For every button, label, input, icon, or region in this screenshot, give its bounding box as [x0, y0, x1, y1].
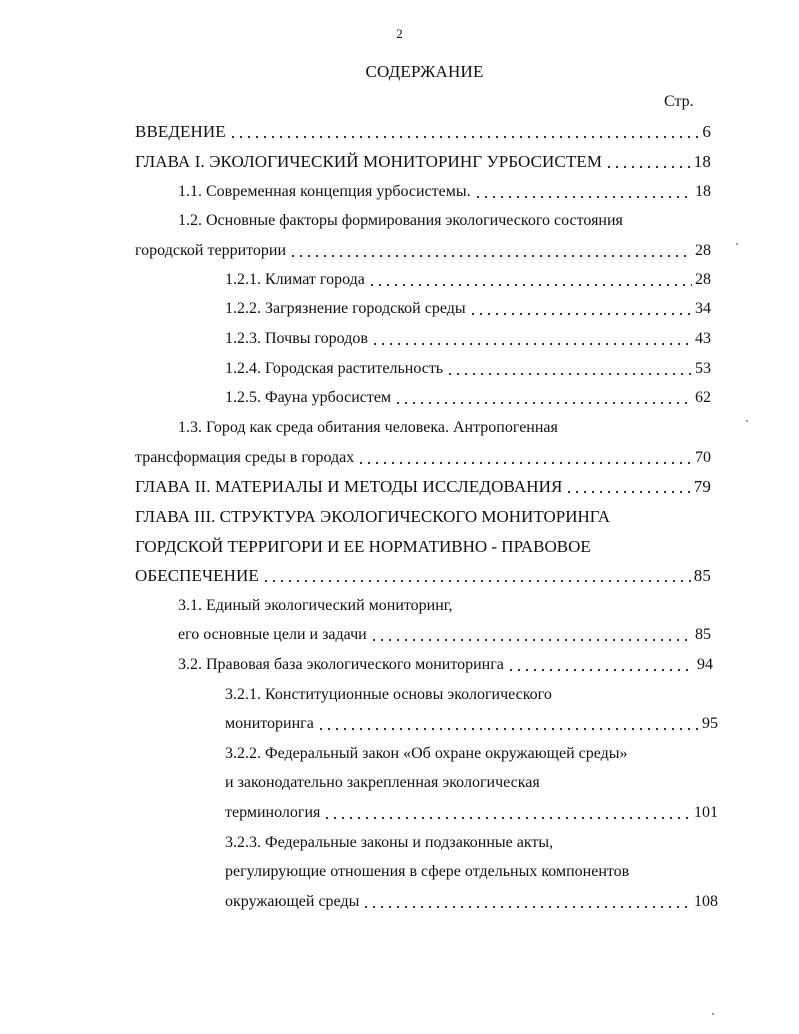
toc-entry-page: 18: [693, 152, 711, 171]
toc-entry-1-3: [135, 447, 711, 469]
page-title: СОДЕРЖАНИЕ: [365, 62, 484, 81]
toc-entry-3-2-3: [225, 891, 718, 913]
toc-entry-introduction: [135, 121, 711, 143]
toc-entry-1-1: [178, 181, 711, 203]
toc-entry-3-2-2: [225, 802, 718, 824]
dot-leader: [229, 135, 700, 139]
scan-speck: [746, 420, 748, 422]
toc-entry-3-2-3-line1: 3.2.3. Федеральные законы и подзаконные акты,: [225, 834, 554, 851]
toc-entry-3-1: [178, 624, 711, 646]
toc-entry-page: 28: [695, 271, 711, 288]
toc-entry-text: ГЛАВА II. МАТЕРИАЛЫ И МЕТОДЫ ИССЛЕДОВАНИЯ: [135, 477, 563, 496]
toc-entry-3-2-3-line2: регулирующие отношения в сфере отдельных компонентов: [225, 863, 630, 880]
toc-entry-1-2-5: [225, 387, 711, 409]
dot-leader: [362, 905, 691, 909]
dot-leader: [368, 283, 692, 287]
scan-speck: [736, 243, 738, 245]
toc-entry-1-2-3: [225, 328, 711, 350]
toc-entry-chapter-3: [135, 565, 711, 587]
scan-speck: [712, 1013, 714, 1015]
toc-entry-text: ВВЕДЕНИЕ: [135, 122, 226, 141]
dot-leader: [370, 638, 692, 642]
toc-entry-3-2: [178, 654, 713, 676]
toc-entry-text: трансформация среды в городах: [135, 449, 355, 466]
toc-entry-page: 85: [695, 626, 711, 643]
toc-entry-text: окружающей среды: [225, 893, 360, 910]
toc-entry-3-2-1: [225, 713, 718, 735]
toc-entry-1-3-line1: 1.3. Город как среда обитания человека. Антропогенная: [178, 419, 558, 436]
toc-entry-1-2-1: [225, 269, 711, 291]
toc-entry-page: 70: [695, 449, 711, 466]
toc-entry-text: 1.2.4. Городская растительность: [225, 360, 444, 377]
dot-leader: [469, 312, 692, 316]
dot-leader: [605, 165, 691, 169]
toc-entry-page: 53: [695, 360, 711, 377]
toc-entry-chapter-1: [135, 151, 711, 173]
toc-entry-page: 85: [693, 566, 711, 585]
toc-entry-page: 95: [702, 715, 718, 732]
dot-leader: [507, 668, 694, 672]
toc-entry-text: 3.2. Правовая база экологического мониторинга: [178, 656, 504, 673]
toc-entry-page: 18: [695, 183, 711, 200]
toc-entry-1-2-4: [225, 358, 711, 380]
toc-entry-3-2-2-line1: 3.2.2. Федеральный закон «Об охране окружающей среды»: [225, 745, 628, 762]
toc-entry-page: 28: [695, 242, 711, 259]
toc-entry-text: терминология: [225, 804, 321, 821]
toc-entry-page: 79: [693, 477, 711, 496]
toc-entry-text: 1.2.1. Климат города: [225, 271, 365, 288]
dot-leader: [474, 195, 692, 199]
pages-column-label: Стр.: [664, 93, 694, 110]
toc-entry-page: 34: [695, 300, 711, 317]
dot-leader: [289, 254, 692, 258]
toc-entry-3-2-1-line1: 3.2.1. Конституционные основы экологического: [225, 686, 552, 703]
toc-entry-text: ОБЕСПЕЧЕНИЕ: [135, 566, 259, 585]
toc-entry-page: 6: [702, 122, 711, 141]
toc-entry-page: 94: [697, 656, 713, 673]
toc-entry-chapter-3-line2: ГОРДСКОЙ ТЕРРИГОРИ И ЕЕ НОРМАТИВНО - ПРАВОВОЕ: [135, 537, 591, 556]
toc-entry-1-2-line1: 1.2. Основные факторы формирования экологического состояния: [178, 212, 623, 229]
toc-entry-text: его основные цели и задачи: [178, 626, 367, 643]
toc-entry-chapter-3-line1: ГЛАВА III. СТРУКТУРА ЭКОЛОГИЧЕСКОГО МОНИТОРИНГА: [135, 507, 611, 526]
toc-entry-chapter-2: [135, 476, 711, 498]
toc-entry-1-2: [135, 240, 711, 262]
toc-entry-text: 1.1. Современная концепция урбосистемы.: [178, 183, 471, 200]
dot-leader: [565, 490, 690, 494]
dot-leader: [394, 401, 692, 405]
dot-leader: [446, 372, 692, 376]
dot-leader: [323, 816, 691, 820]
toc-entry-3-1-line1: 3.1. Единый экологический мониторинг,: [178, 597, 453, 614]
dot-leader: [357, 461, 692, 465]
toc-entry-text: 1.2.5. Фауна урбосистем: [225, 389, 392, 406]
toc-entry-page: 108: [694, 893, 718, 910]
toc-entry-text: 1.2.2. Загрязнение городской среды: [225, 300, 466, 317]
toc-entry-text: ГЛАВА I. ЭКОЛОГИЧЕСКИЙ МОНИТОРИНГ УРБОСИСТЕМ: [135, 152, 603, 171]
toc-entry-text: городской территории: [135, 242, 287, 259]
toc-entry-text: 1.2.3. Почвы городов: [225, 330, 368, 347]
dot-leader: [262, 579, 691, 583]
toc-entry-page: 62: [695, 389, 711, 406]
toc-entry-page: 101: [694, 804, 718, 821]
toc-entry-page: 43: [695, 330, 711, 347]
dot-leader: [371, 342, 692, 346]
toc-entry-1-2-2: [225, 298, 711, 320]
dot-leader: [317, 727, 699, 731]
page-number: 2: [396, 26, 403, 41]
toc-entry-3-2-2-line2: и законодательно закрепленная экологическая: [225, 774, 540, 791]
toc-entry-text: мониторинга: [225, 715, 314, 732]
